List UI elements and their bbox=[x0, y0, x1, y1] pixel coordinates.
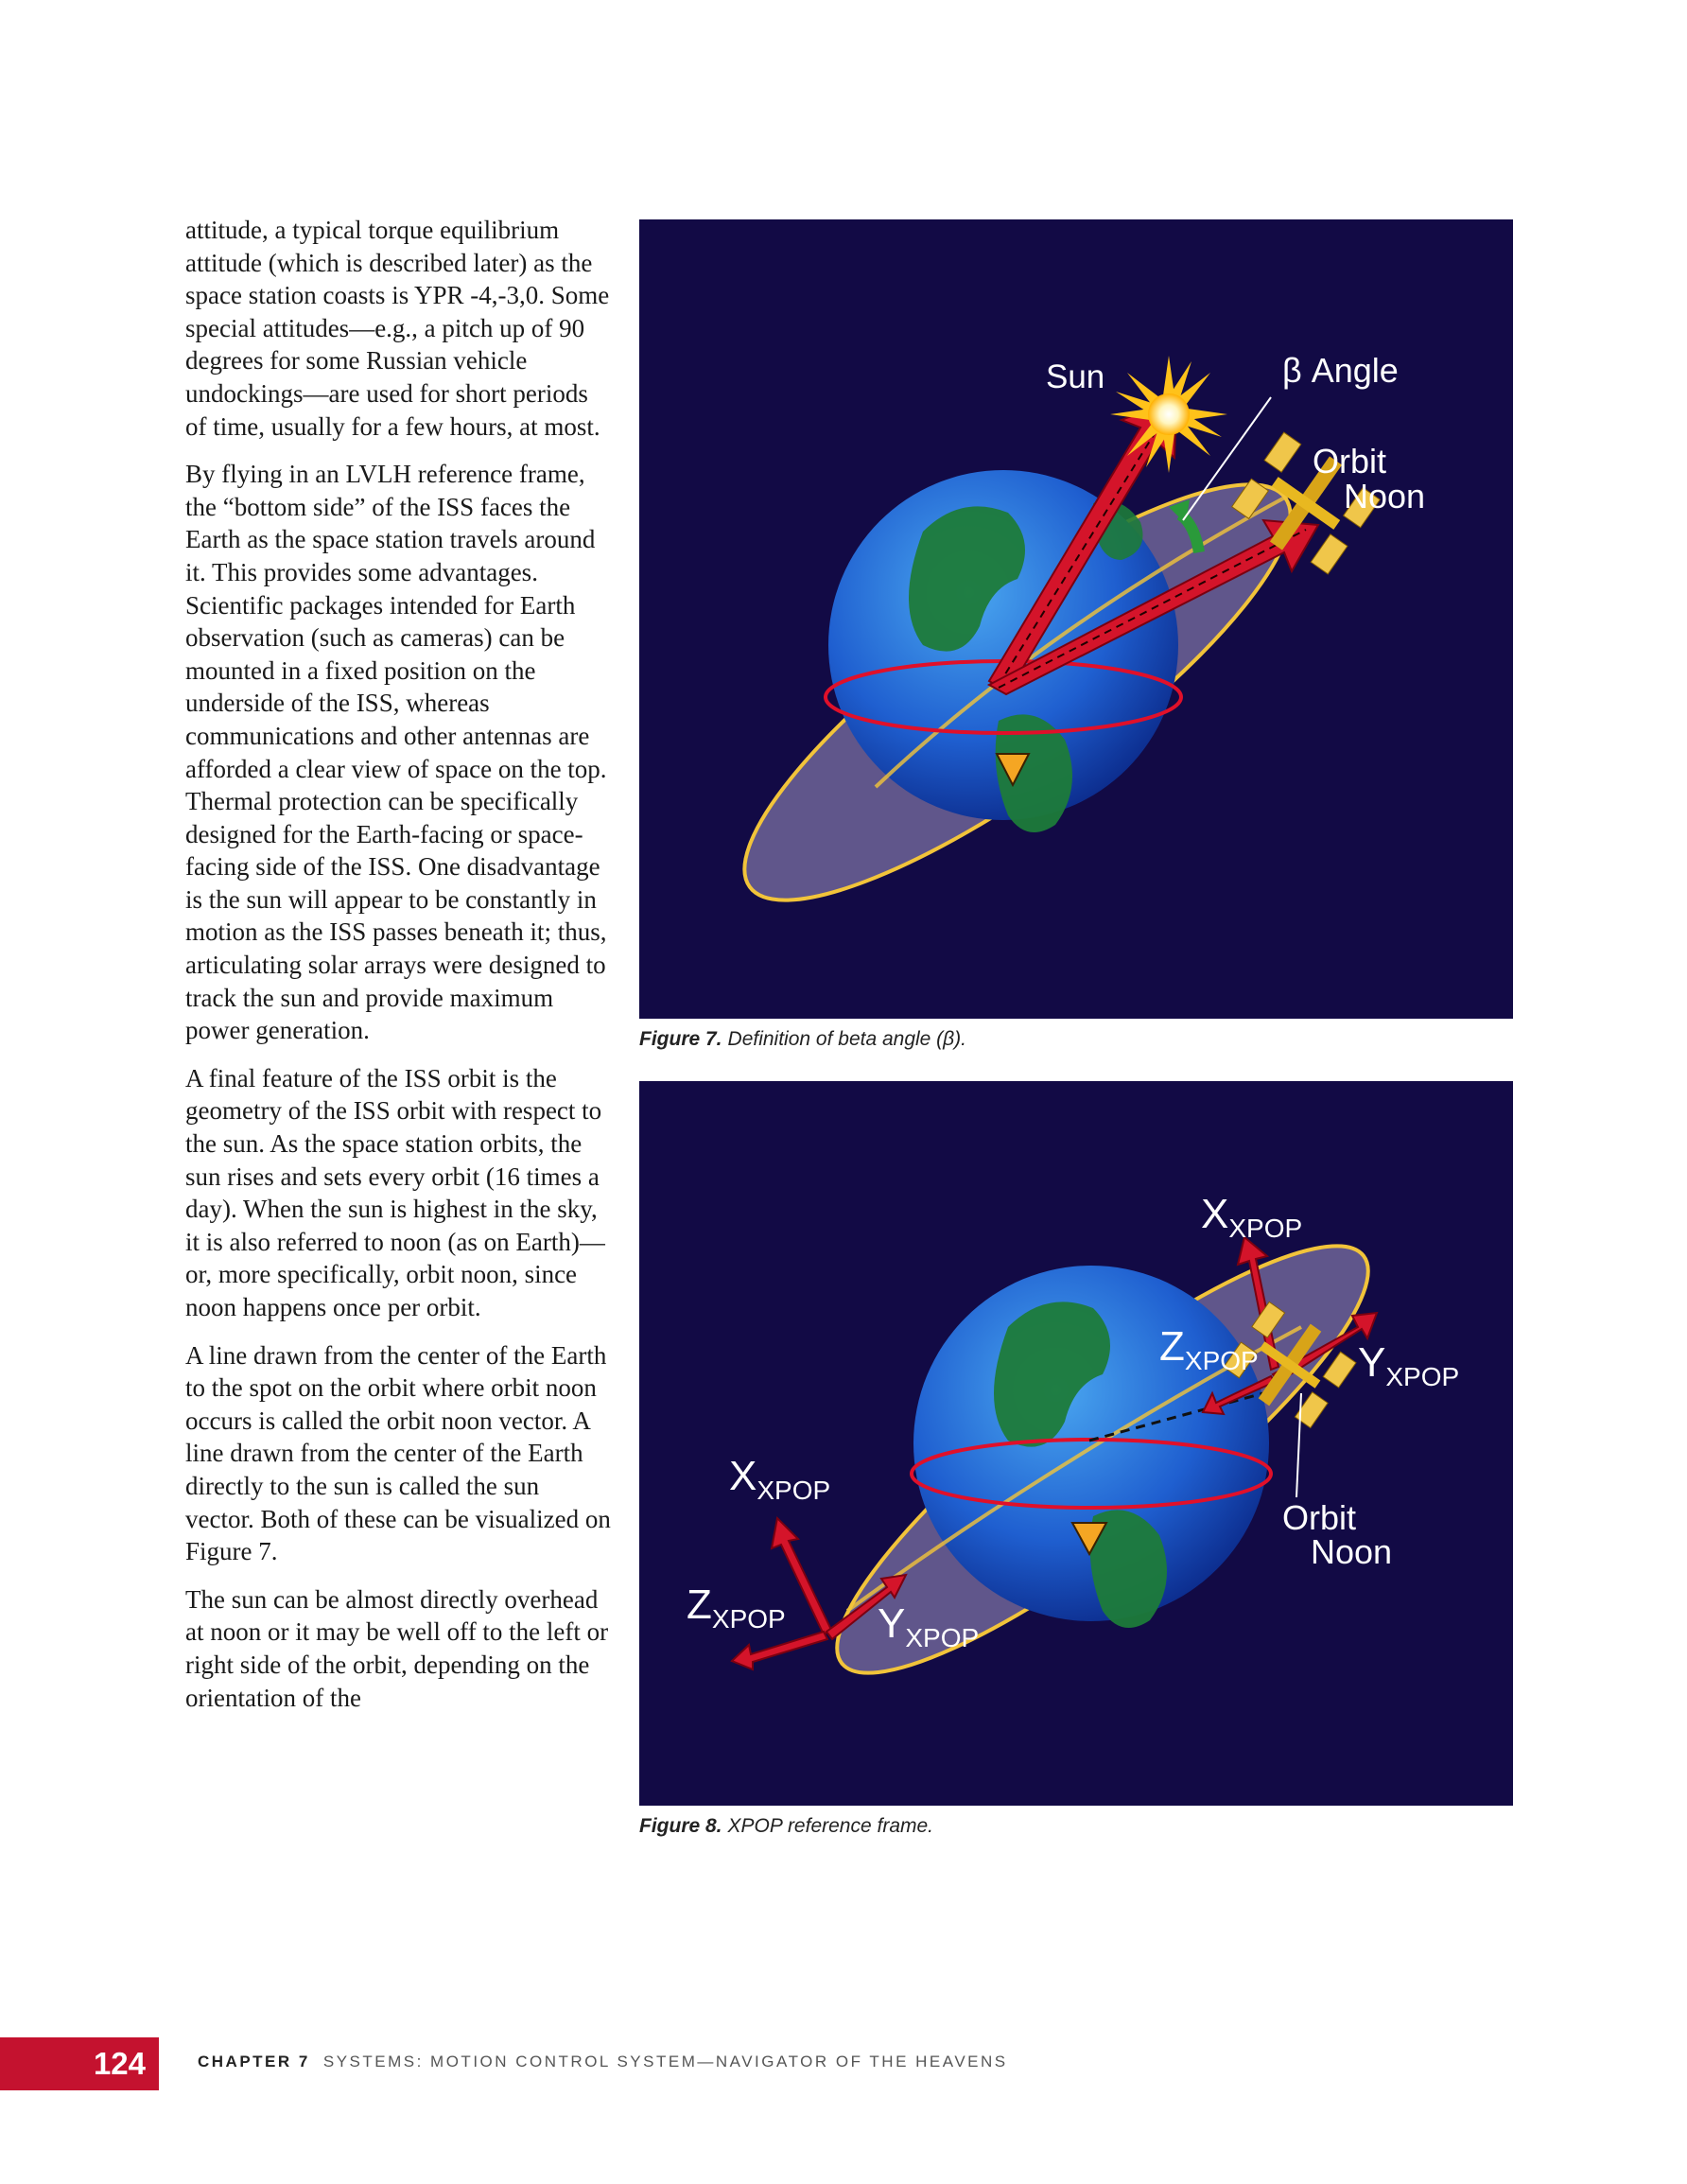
paragraph-4: A line drawn from the center of the Earth to the spot on the orbit where orbit noon occurs is called the orbit noon vector. A line drawn from the center of the Earth directly to the sun is called the sun vector. Both of these can be visualized on Figure 7. bbox=[185, 1340, 611, 1566]
label-noon: Noon bbox=[1311, 1532, 1393, 1571]
paragraph-1: attitude, a typical torque equilibrium attitude (which is described later) as the space station coasts is YPR -4,-3,0. Some special attitudes—e.g., a pitch up of 90 degrees for some Russian vehicle undockings—are used for short periods of time, usually for a few hours, at most. bbox=[185, 216, 610, 441]
label-y-xpop-upper: $Y_{XPOP}$ bbox=[1358, 1339, 1460, 1391]
lower-z-axis-arrow bbox=[732, 1632, 827, 1669]
label-z-xpop-lower: $Z_{XPOP}$ bbox=[687, 1581, 786, 1634]
page-number: 124 bbox=[0, 2037, 159, 2090]
label-x-xpop-upper: $X_{XPOP}$ bbox=[1201, 1191, 1303, 1243]
label-beta-angle: β Angle bbox=[1282, 351, 1399, 390]
figure-7-caption-label: Figure 7. bbox=[639, 1028, 722, 1050]
label-orbit: Orbit bbox=[1282, 1498, 1357, 1537]
figure-7-illustration bbox=[639, 219, 1513, 1019]
running-footer bbox=[198, 2053, 1008, 2071]
label-z-xpop-upper: $Z_{XPOP}$ bbox=[1159, 1323, 1259, 1375]
figure-7-beta-angle bbox=[639, 219, 1513, 1019]
footer-chapter: CHAPTER 7 bbox=[198, 2053, 310, 2070]
label-x-xpop-lower: $X_{XPOP}$ bbox=[729, 1453, 831, 1505]
footer-title: SYSTEMS: MOTION CONTROL SYSTEM—NAVIGATOR OF THE HEAVENS bbox=[322, 2053, 1008, 2070]
figure-8-illustration bbox=[639, 1081, 1513, 1806]
label-noon: Noon bbox=[1344, 477, 1426, 515]
figure-8-caption bbox=[639, 1815, 1513, 1838]
paragraph-5: The sun can be almost directly overhead at noon or it may be well off to the left or right side of the orbit, depending on the orientation of the bbox=[185, 1584, 609, 1712]
figure-7-caption-text: Definition of beta angle (β). bbox=[727, 1028, 967, 1050]
figure-8-caption-label: Figure 8. bbox=[639, 1815, 722, 1837]
sun-icon bbox=[1110, 356, 1227, 473]
label-sun: Sun bbox=[1046, 358, 1105, 395]
orbit-noon-leader-line bbox=[1296, 1393, 1301, 1497]
label-orbit: Orbit bbox=[1313, 442, 1387, 480]
paragraph-3: A final feature of the ISS orbit is the geometry of the ISS orbit with respect to the sun. As the space station orbits, the sun rises and sets every orbit (16 times a day). When the sun is highest in the sky, it is also referred to noon (as on Earth)—or, more specifically, orbit noon, since noon happens once per orbit. bbox=[185, 1063, 605, 1321]
body-text-column bbox=[185, 214, 611, 1729]
paragraph-2: By flying in an LVLH reference frame, the “bottom side” of the ISS faces the Earth as the space station travels around it. This provides some advantages. Scientific packages intended for Earth observation (such as cameras) can be mounted in a fixed position on the underside of the ISS, whereas communications and other antennas are afforded a clear view of space on the top. Thermal protection can be specifically designed for the Earth-facing or space-facing side of the ISS. One disadvantage is the sun will appear to be constantly in motion as the ISS passes beneath it; thus, articulating solar arrays were designed to track the sun and provide maximum power generation. bbox=[185, 460, 607, 1045]
figure-8-caption-text: XPOP reference frame. bbox=[727, 1815, 934, 1837]
label-y-xpop-lower: $Y_{XPOP}$ bbox=[878, 1600, 980, 1652]
figure-7-caption bbox=[639, 1028, 1513, 1051]
figure-8-xpop-frame bbox=[639, 1081, 1513, 1806]
